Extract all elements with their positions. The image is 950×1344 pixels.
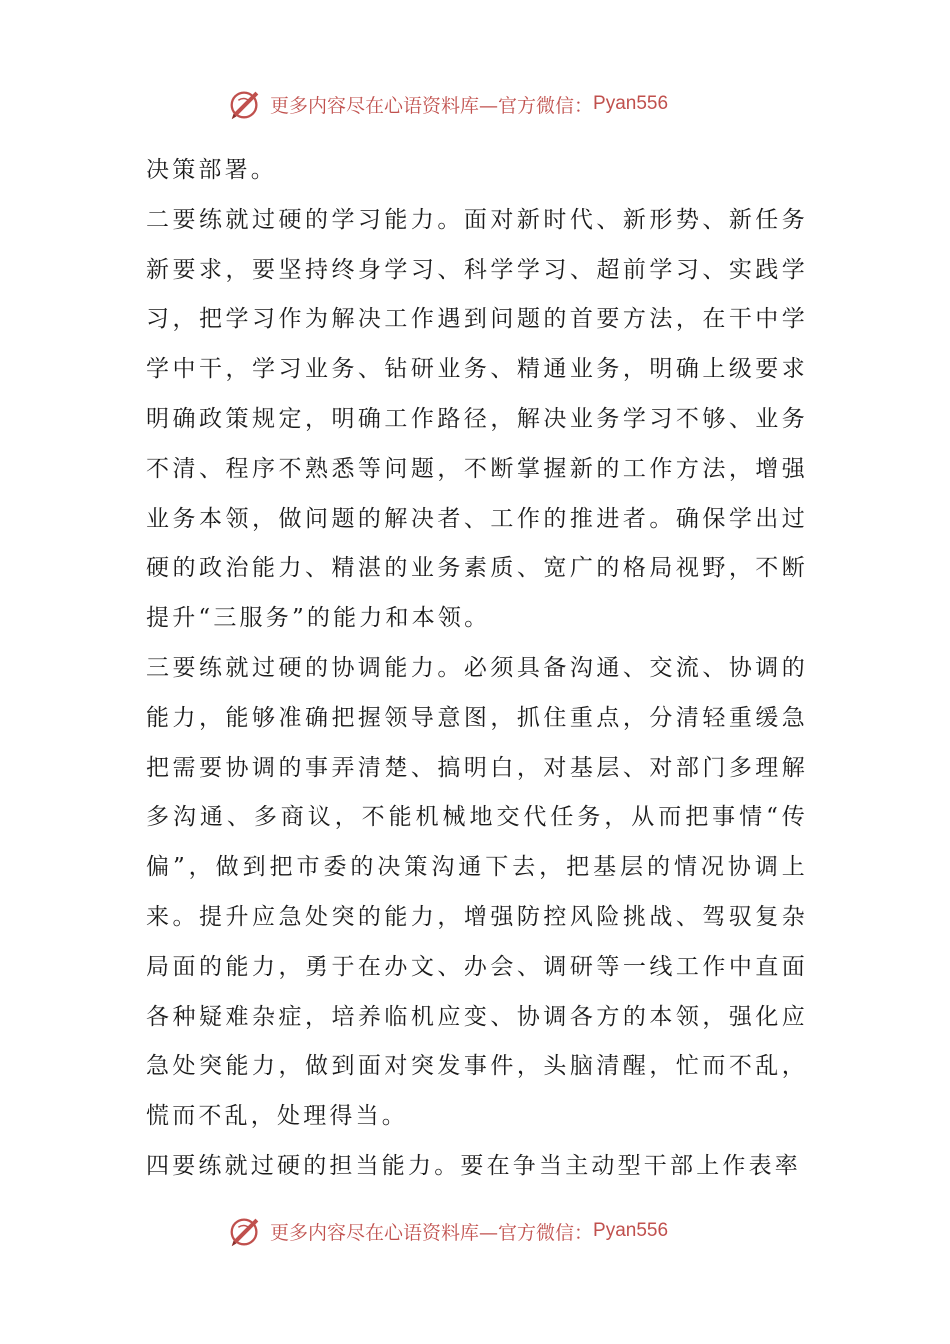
footer-watermark [226, 1211, 746, 1251]
header-watermark [226, 84, 746, 124]
paragraph-1: 决策部署。 [146, 157, 277, 183]
pen-logo-icon [226, 85, 264, 123]
document-body [146, 146, 808, 1192]
paragraph-4: 四要练就过硬的担当能力。要在争当主动型干部上作表率 [146, 1152, 801, 1179]
paragraph-2: 二要练就过硬的学习能力。面对新时代、新形势、新任务新要求，要坚持终身学习、科学学习、超前学习、实践学习，把学习作为解决工作遇到问题的首要方法，在干中学学中干，学习业务、钻研业务、精通业务，明确上级要求明确政策规定，明确工作路径，解决业务学习不够、业务不清、程序不熟悉等问题，不断掌握新的工作方法，增强业务本领，做问题的解决者、工作的推进者。确保学出过硬的政治能力、精湛的业务素质、宽广的格局视野，不断提升“三服务”的能力和本领。 [146, 206, 808, 632]
header-watermark-id: Pyan556 [593, 93, 669, 114]
pen-logo-icon [226, 1212, 264, 1250]
footer-watermark-id: Pyan556 [593, 1220, 669, 1241]
paragraph-3: 三要练就过硬的协调能力。必须具备沟通、交流、协调的能力，能够准确把握领导意图，抓住重点，分清轻重缓急把需要协调的事弄清楚、搞明白，对基层、对部门多理解多沟通、多商议，不能机械地交代任务，从而把事情“传偏”，做到把市委的决策沟通下去，把基层的情况协调上来。提升应急处突的能力，增强防控风险挑战、驾驭复杂局面的能力，勇于在办文、办会、调研等一线工作中直面各种疑难杂症，培养临机应变、协调各方的本领，强化应急处突能力，做到面对突发事件，头脑清醒，忙而不乱，慌而不乱，处理得当。 [146, 654, 808, 1130]
footer-watermark-text: 更多内容尽在心语资料库—官方微信： [270, 1221, 594, 1244]
header-watermark-text: 更多内容尽在心语资料库—官方微信： [270, 94, 594, 117]
